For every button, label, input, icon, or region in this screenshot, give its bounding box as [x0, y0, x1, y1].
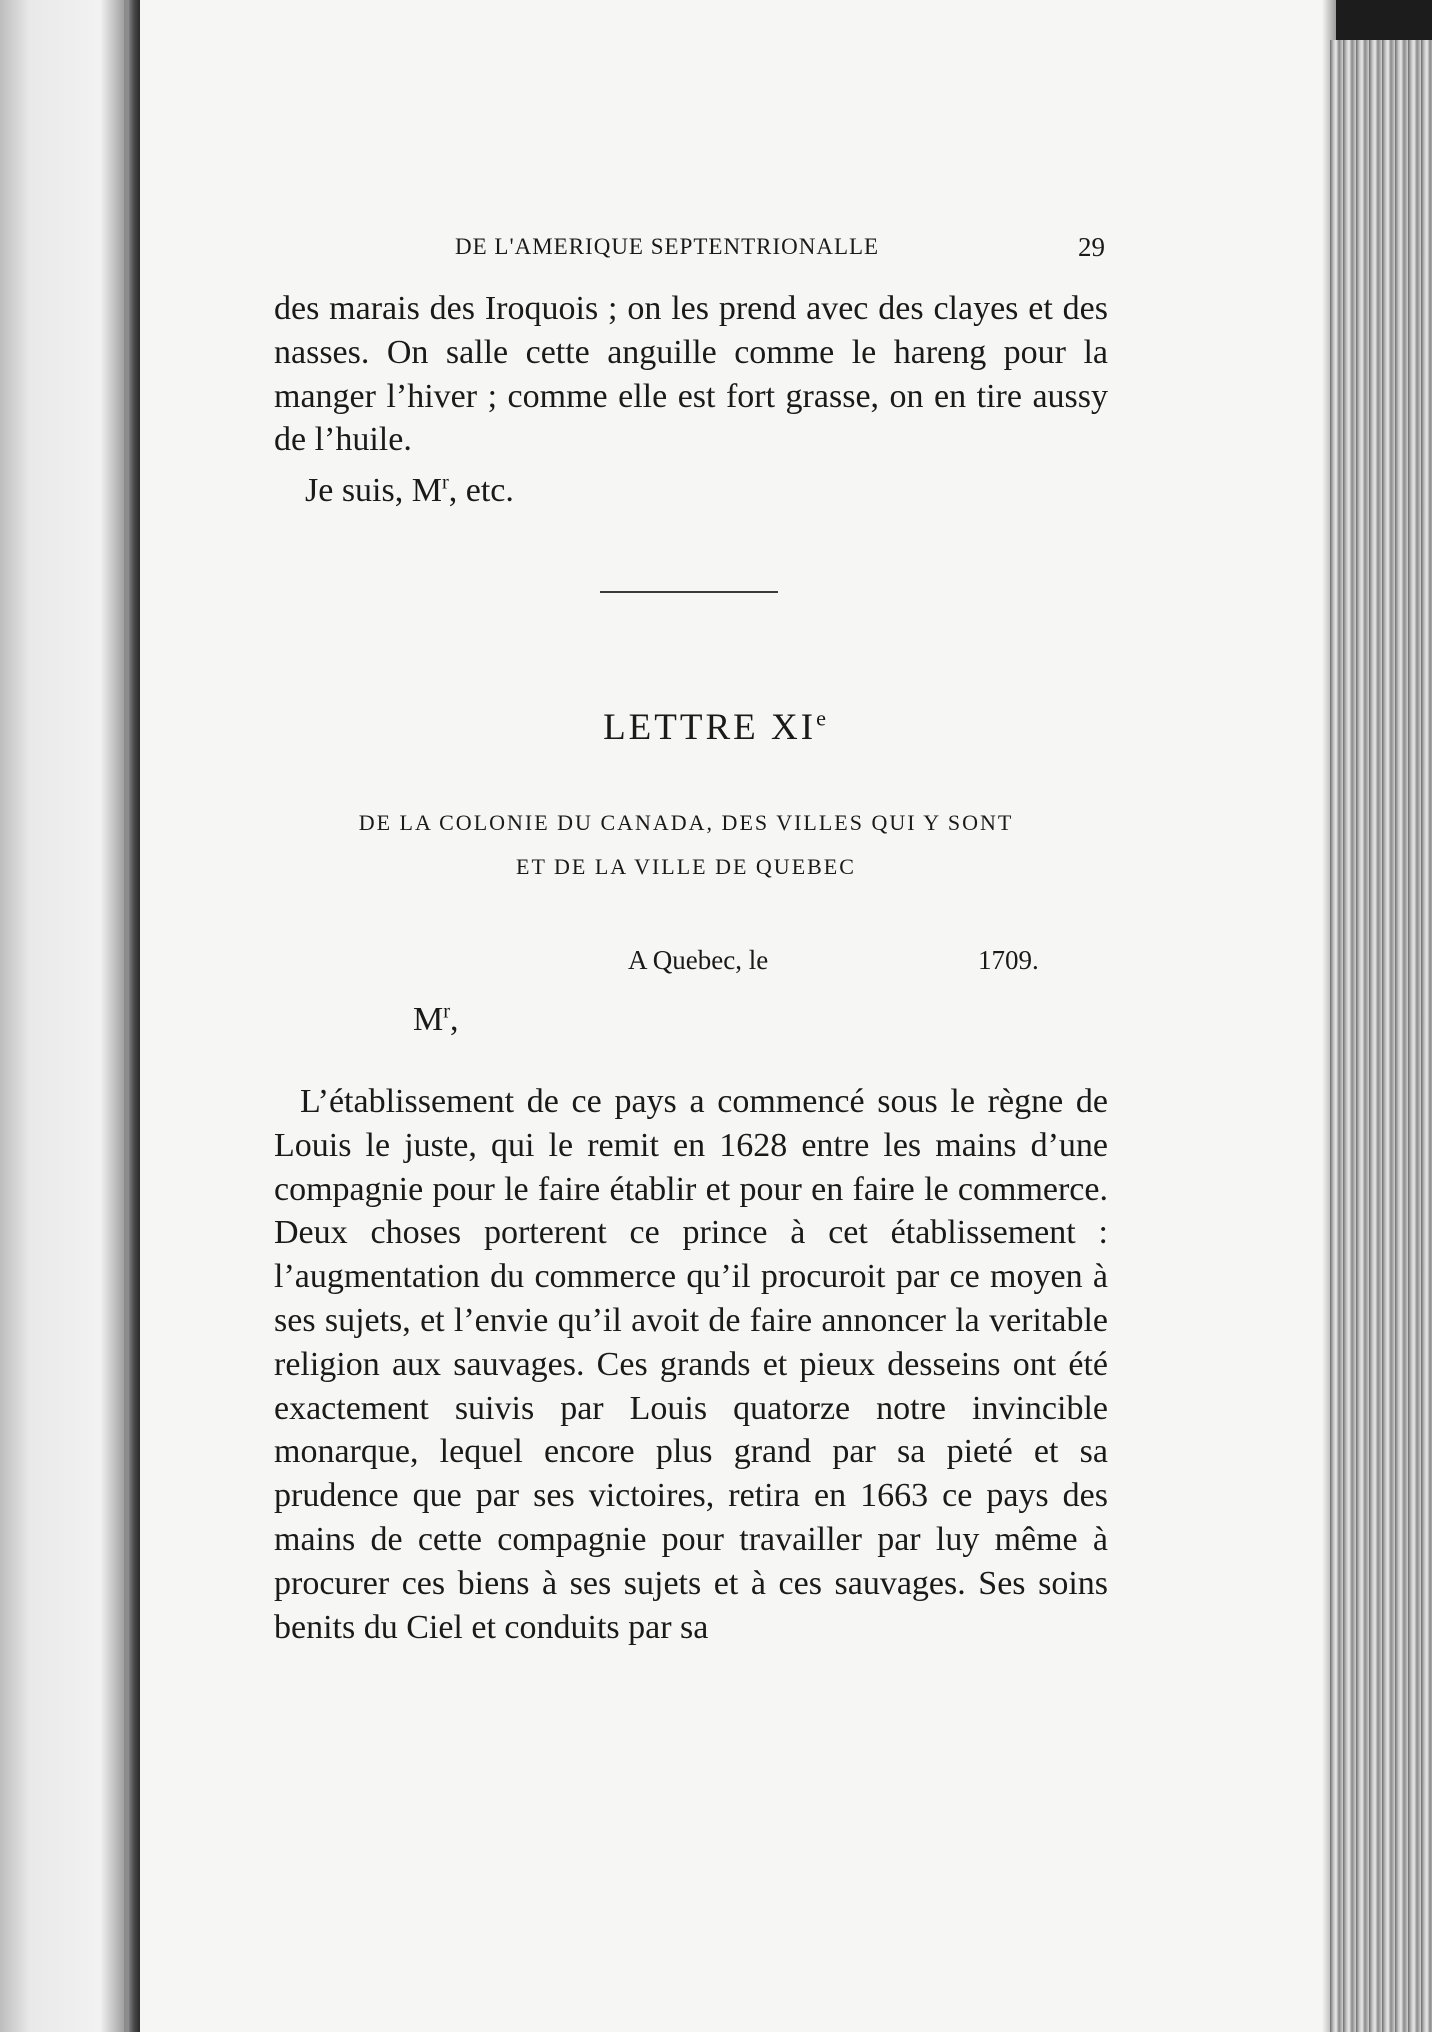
letter-subtitle-line1: DE LA COLONIE DU CANADA, DES VILLES QUI Y SONT [358, 810, 1014, 835]
section-divider [600, 591, 778, 593]
page-number: 29 [1078, 232, 1105, 262]
page-gutter-line [124, 0, 129, 2032]
letter-body [274, 1080, 1108, 1649]
dateline-year: 1709. [978, 945, 1039, 975]
salutation-superscript: r [443, 1000, 451, 1023]
letter-body-text: L’établissement de ce pays a commencé sous le règne de Louis le juste, qui le remit en 1628 entre les mains d’une compagnie pour le faire établir et pour en faire le commerce. Deux choses porterent ce prince à cet établissement : l’augmentation du commerce qu’il procuroit par ce moyen à ses sujets, et l’envie qu’il avoit de faire annoncer la veritable religion aux sauvages. Ces grands et pieux desseins ont été exactement suivis par Louis quatorze notre invincible monarque, lequel encore plus grand par sa pieté et sa prudence que par ses victoires, retira en 1663 ce pays des mains de cette compagnie pour travailler par luy même à procurer ces biens à ses sujets et à ces sauvages. Ses soins benits du Ciel et conduits par sa [274, 1083, 1108, 1646]
closing-prefix: Je suis, M [305, 472, 442, 509]
closing-line [305, 472, 514, 510]
fore-edge-top [1330, 0, 1432, 40]
salutation [413, 1001, 459, 1039]
letter-subtitle-line2: ET DE LA VILLE DE QUEBEC [516, 854, 856, 879]
dateline-place: A Quebec, le [628, 945, 769, 975]
salutation-suffix: , [450, 1001, 459, 1038]
closing-superscript: r [441, 471, 449, 494]
book-fore-edge [1330, 40, 1432, 2032]
salutation-prefix: M [413, 1001, 444, 1038]
left-page-edge [0, 0, 140, 2032]
letter-title [0, 706, 1432, 749]
letter-title-text: LETTRE XI [603, 707, 817, 748]
letter-title-superscript: e [816, 705, 829, 731]
continuation-text: des marais des Iroquois ; on les prend avec des clayes et des nasses. On salle cette anguille comme le hareng pour la manger l’hiver ; comme elle est fort grasse, on en tire aussy de l’huile. [274, 290, 1108, 459]
closing-suffix: , etc. [448, 472, 514, 509]
running-head: DE L'AMERIQUE SEPTENTRIONALLE [455, 234, 880, 259]
continuation-paragraph [274, 287, 1108, 462]
